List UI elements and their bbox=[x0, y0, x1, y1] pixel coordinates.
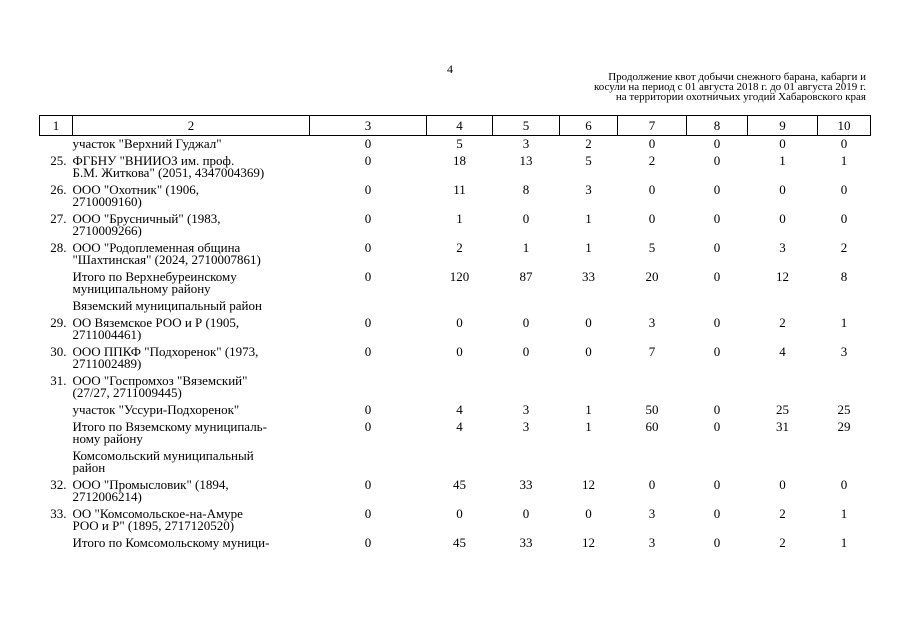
quota-value-col-8: 0 bbox=[713, 153, 721, 168]
quota-value-col-10: 1 bbox=[840, 153, 848, 168]
quota-value-col-7 bbox=[618, 373, 687, 402]
table-row bbox=[40, 344, 871, 373]
quota-value-col-3: 0 bbox=[364, 477, 372, 492]
quota-value-col-4: 45 bbox=[453, 535, 466, 550]
quota-value-col-5: 3 bbox=[522, 136, 530, 151]
quota-value-col-8: 0 bbox=[713, 419, 721, 434]
quota-value-col-9 bbox=[748, 373, 818, 402]
caption-line: на территории охотничьих угодий Хабаровского края bbox=[615, 91, 866, 103]
hunting-ground-name: Вяземский муниципальный район bbox=[72, 298, 262, 313]
quota-value-col-7: 0 bbox=[648, 211, 656, 226]
row-number: 30. bbox=[50, 344, 67, 359]
quota-value-col-8: 0 bbox=[713, 240, 721, 255]
table-row bbox=[40, 211, 871, 240]
quota-value-col-7: 60 bbox=[645, 419, 659, 434]
hunting-ground-name: ОО "Комсомольское-на-Амуре РОО и Р" (1895, 2717120520) bbox=[72, 506, 243, 533]
hunting-ground-name: ООО ППКФ "Подхоренок" (1973, 2711002489) bbox=[72, 344, 259, 371]
row-number bbox=[40, 136, 73, 154]
quota-value-col-8: 0 bbox=[713, 506, 721, 521]
quota-value-col-3 bbox=[310, 373, 427, 402]
table-row bbox=[40, 506, 871, 535]
hunting-ground-name: Итого по Верхнебуреинскому муниципальному району bbox=[72, 269, 237, 296]
quota-value-col-10: 25 bbox=[837, 402, 851, 417]
quota-value-col-9: 1 bbox=[779, 153, 786, 168]
quota-value-col-7 bbox=[618, 448, 687, 477]
hunting-ground-name: участок "Верхний Гуджал" bbox=[72, 136, 222, 151]
row-number bbox=[40, 535, 73, 552]
quota-value-col-9: 25 bbox=[776, 402, 789, 417]
quota-value-col-9: 2 bbox=[779, 506, 786, 521]
hunting-ground-name: ООО "Брусничный" (1983, 2710009266) bbox=[72, 211, 221, 238]
quota-value-col-8: 0 bbox=[713, 535, 721, 550]
quota-value-col-10: 1 bbox=[840, 535, 848, 550]
table-row bbox=[40, 402, 871, 419]
quota-value-col-10: 8 bbox=[840, 269, 848, 284]
quota-value-col-6: 5 bbox=[585, 153, 592, 168]
table-row bbox=[40, 182, 871, 211]
quota-value-col-3: 0 bbox=[364, 344, 372, 359]
table-row bbox=[40, 136, 871, 154]
quota-value-col-7: 3 bbox=[648, 506, 656, 521]
quota-value-col-8: 0 bbox=[713, 315, 721, 330]
quota-value-col-6: 33 bbox=[582, 269, 595, 284]
hunting-ground-name: Итого по Вяземскому муниципаль- ному району bbox=[72, 419, 267, 446]
quota-value-col-5: 87 bbox=[519, 269, 533, 284]
column-header: 6 bbox=[560, 116, 618, 136]
quota-value-col-8: 0 bbox=[713, 477, 721, 492]
quota-value-col-6: 1 bbox=[585, 402, 592, 417]
quota-value-col-5: 0 bbox=[522, 211, 530, 226]
table-row bbox=[40, 448, 871, 477]
row-number bbox=[40, 269, 73, 298]
quota-value-col-7 bbox=[618, 298, 687, 315]
quota-value-col-8: 0 bbox=[713, 136, 721, 151]
table-row bbox=[40, 373, 871, 402]
quota-value-col-10: 3 bbox=[840, 344, 848, 359]
quota-value-col-7: 7 bbox=[648, 344, 656, 359]
header-row bbox=[40, 116, 871, 136]
hunting-ground-name: ООО "Родоплеменная община "Шахтинская" (2024, 2710007861) bbox=[72, 240, 261, 267]
quota-value-col-4: 120 bbox=[449, 269, 470, 284]
quota-value-col-9 bbox=[748, 448, 818, 477]
quota-value-col-5: 0 bbox=[522, 506, 530, 521]
quota-value-col-3: 0 bbox=[364, 506, 372, 521]
quota-value-col-3: 0 bbox=[364, 136, 372, 151]
quota-value-col-10: 0 bbox=[840, 211, 848, 226]
quota-value-col-9: 0 bbox=[779, 477, 786, 492]
quota-value-col-7: 0 bbox=[648, 182, 656, 197]
quota-value-col-5: 33 bbox=[519, 535, 533, 550]
quota-value-col-5: 0 bbox=[522, 315, 530, 330]
quota-value-col-10: 0 bbox=[840, 182, 848, 197]
quota-value-col-3: 0 bbox=[364, 240, 372, 255]
row-number: 28. bbox=[50, 240, 67, 255]
row-number: 27. bbox=[50, 211, 67, 226]
quota-value-col-4: 11 bbox=[453, 182, 466, 197]
quota-value-col-8: 0 bbox=[713, 344, 721, 359]
hunting-ground-name: ООО "Госпромхоз "Вяземский" (27/27, 2711009445) bbox=[72, 373, 248, 400]
quota-value-col-10: 1 bbox=[840, 506, 848, 521]
column-header: 2 bbox=[73, 116, 310, 136]
row-number: 29. bbox=[50, 315, 67, 330]
quota-value-col-7: 5 bbox=[648, 240, 656, 255]
quota-value-col-10 bbox=[818, 373, 871, 402]
quota-table bbox=[39, 115, 871, 552]
column-header: 4 bbox=[427, 116, 493, 136]
row-number: 25. bbox=[50, 153, 67, 168]
column-header: 10 bbox=[818, 116, 871, 136]
table-row bbox=[40, 535, 871, 552]
table-row bbox=[40, 477, 871, 506]
quota-value-col-9: 0 bbox=[779, 136, 786, 151]
row-number bbox=[40, 298, 73, 315]
quota-value-col-6: 0 bbox=[585, 315, 592, 330]
quota-value-col-10: 0 bbox=[840, 136, 848, 151]
table-row bbox=[40, 315, 871, 344]
quota-value-col-9: 2 bbox=[779, 535, 786, 550]
table-row bbox=[40, 298, 871, 315]
column-header: 9 bbox=[748, 116, 818, 136]
quota-value-col-9: 2 bbox=[779, 315, 786, 330]
quota-value-col-7: 0 bbox=[648, 477, 656, 492]
quota-value-col-9: 3 bbox=[779, 240, 786, 255]
quota-value-col-7: 50 bbox=[645, 402, 659, 417]
table-continuation-caption bbox=[540, 72, 866, 102]
quota-value-col-10: 29 bbox=[837, 419, 851, 434]
quota-value-col-9: 4 bbox=[779, 344, 786, 359]
quota-value-col-3: 0 bbox=[364, 402, 372, 417]
hunting-ground-name: Итого по Комсомольскому муници- bbox=[72, 535, 270, 550]
quota-value-col-6: 1 bbox=[585, 211, 592, 226]
quota-value-col-9: 0 bbox=[779, 182, 786, 197]
quota-value-col-7: 3 bbox=[648, 315, 656, 330]
row-number: 33. bbox=[50, 506, 67, 521]
table-row bbox=[40, 240, 871, 269]
hunting-ground-name: участок "Уссури-Подхоренок" bbox=[72, 402, 240, 417]
quota-value-col-7: 20 bbox=[645, 269, 659, 284]
quota-value-col-6 bbox=[560, 298, 618, 315]
quota-value-col-7: 0 bbox=[648, 136, 656, 151]
quota-value-col-9: 31 bbox=[776, 419, 789, 434]
quota-value-col-5 bbox=[493, 298, 560, 315]
table-row bbox=[40, 419, 871, 448]
row-number: 32. bbox=[50, 477, 67, 492]
quota-value-col-8: 0 bbox=[713, 402, 721, 417]
quota-value-col-10 bbox=[818, 298, 871, 315]
quota-value-col-4 bbox=[427, 298, 493, 315]
column-header: 8 bbox=[687, 116, 748, 136]
quota-value-col-6: 0 bbox=[585, 506, 592, 521]
quota-value-col-3 bbox=[310, 448, 427, 477]
quota-value-col-8: 0 bbox=[713, 211, 721, 226]
table-body bbox=[40, 136, 871, 553]
quota-value-col-3: 0 bbox=[364, 315, 372, 330]
quota-value-col-4: 4 bbox=[456, 419, 463, 434]
quota-value-col-6: 3 bbox=[585, 182, 592, 197]
column-header: 1 bbox=[40, 116, 73, 136]
page-number: 4 bbox=[447, 62, 453, 76]
quota-value-col-5: 8 bbox=[522, 182, 530, 197]
quota-value-col-5: 0 bbox=[522, 344, 530, 359]
quota-value-col-3: 0 bbox=[364, 535, 372, 550]
quota-value-col-3: 0 bbox=[364, 182, 372, 197]
caption-line: Продолжение квот добычи снежного барана, кабарги и bbox=[608, 71, 866, 83]
column-header: 3 bbox=[310, 116, 427, 136]
hunting-ground-name: ОО Вяземское РОО и Р (1905, 2711004461) bbox=[72, 315, 240, 342]
column-header: 5 bbox=[493, 116, 560, 136]
quota-value-col-6 bbox=[560, 373, 618, 402]
hunting-ground-name: Комсомольский муниципальный район bbox=[72, 448, 254, 475]
quota-value-col-8 bbox=[687, 298, 748, 315]
quota-value-col-4: 0 bbox=[456, 344, 463, 359]
quota-value-col-6 bbox=[560, 448, 618, 477]
column-header: 7 bbox=[618, 116, 687, 136]
quota-value-col-4: 1 bbox=[456, 211, 463, 226]
quota-value-col-6: 12 bbox=[582, 535, 595, 550]
quota-value-col-6: 1 bbox=[585, 419, 592, 434]
quota-value-col-5: 13 bbox=[519, 153, 533, 168]
hunting-ground-name: ООО "Охотник" (1906, 2710009160) bbox=[72, 182, 199, 209]
quota-value-col-4: 45 bbox=[453, 477, 466, 492]
quota-value-col-4: 18 bbox=[453, 153, 466, 168]
caption-line: косули на период с 01 августа 2018 г. до 01 августа 2019 г. bbox=[593, 81, 866, 93]
quota-value-col-10 bbox=[818, 448, 871, 477]
quota-value-col-6: 12 bbox=[582, 477, 595, 492]
quota-value-col-4: 0 bbox=[456, 315, 463, 330]
quota-value-col-5 bbox=[493, 448, 560, 477]
row-number: 31. bbox=[50, 373, 67, 388]
quota-value-col-8: 0 bbox=[713, 182, 721, 197]
table-row bbox=[40, 269, 871, 298]
quota-value-col-5 bbox=[493, 373, 560, 402]
quota-value-col-3: 0 bbox=[364, 153, 372, 168]
quota-value-col-8 bbox=[687, 448, 748, 477]
hunting-ground-name: ООО "Промысловик" (1894, 2712006214) bbox=[72, 477, 229, 504]
quota-value-col-5: 1 bbox=[522, 240, 530, 255]
quota-value-col-9 bbox=[748, 298, 818, 315]
quota-value-col-10: 2 bbox=[840, 240, 848, 255]
quota-value-col-3: 0 bbox=[364, 419, 372, 434]
quota-value-col-5: 3 bbox=[522, 419, 530, 434]
quota-value-col-8 bbox=[687, 373, 748, 402]
quota-value-col-6: 2 bbox=[585, 136, 592, 151]
quota-value-col-8: 0 bbox=[713, 269, 721, 284]
quota-value-col-3: 0 bbox=[364, 269, 372, 284]
row-number: 26. bbox=[50, 182, 67, 197]
row-number bbox=[40, 448, 73, 477]
quota-value-col-7: 3 bbox=[648, 535, 656, 550]
hunting-ground-name: ФГБНУ "ВНИИОЗ им. проф. Б.М. Житкова" (2051, 4347004369) bbox=[72, 153, 265, 180]
quota-value-col-4: 5 bbox=[456, 136, 463, 151]
quota-value-col-5: 33 bbox=[519, 477, 533, 492]
quota-value-col-3: 0 bbox=[364, 211, 372, 226]
quota-value-col-3 bbox=[310, 298, 427, 315]
quota-value-col-4 bbox=[427, 448, 493, 477]
quota-value-col-4: 0 bbox=[456, 506, 463, 521]
quota-value-col-6: 1 bbox=[585, 240, 592, 255]
quota-value-col-4: 4 bbox=[456, 402, 463, 417]
table-row bbox=[40, 153, 871, 182]
quota-value-col-9: 12 bbox=[776, 269, 789, 284]
row-number bbox=[40, 419, 73, 448]
quota-value-col-10: 0 bbox=[840, 477, 848, 492]
row-number bbox=[40, 402, 73, 419]
quota-value-col-10: 1 bbox=[840, 315, 848, 330]
quota-value-col-4 bbox=[427, 373, 493, 402]
quota-value-col-9: 0 bbox=[779, 211, 786, 226]
quota-value-col-6: 0 bbox=[585, 344, 592, 359]
quota-value-col-5: 3 bbox=[522, 402, 530, 417]
quota-value-col-4: 2 bbox=[456, 240, 463, 255]
quota-value-col-7: 2 bbox=[648, 153, 656, 168]
